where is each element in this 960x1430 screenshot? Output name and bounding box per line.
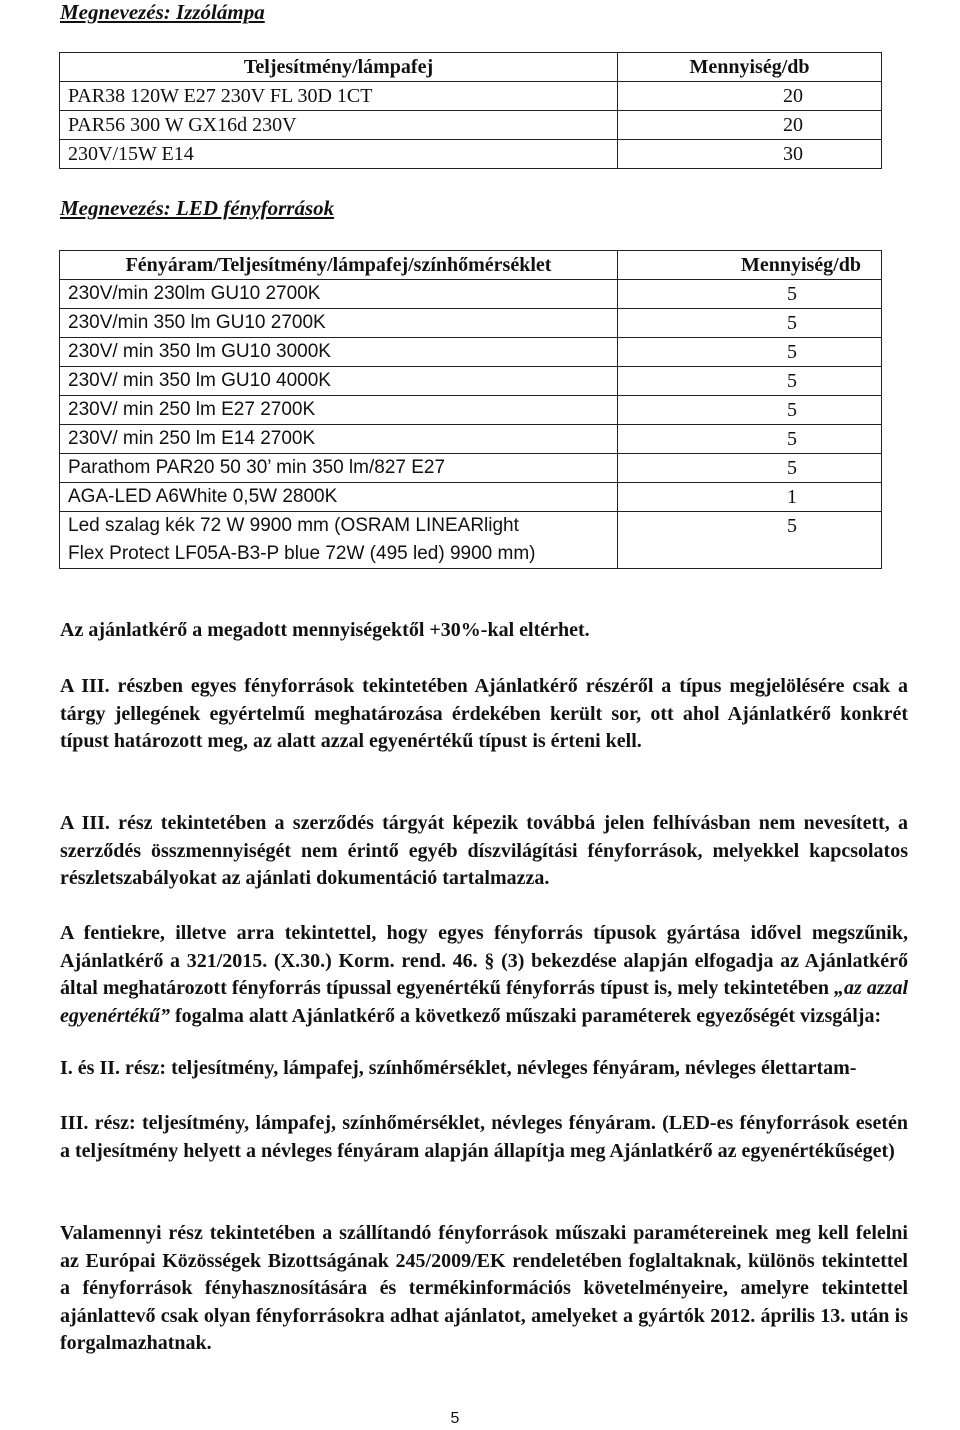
paragraph-type-designation: A III. részben egyes fényforrások tekintetében Ajánlatkérő részéről a típus megjelölésére csak a tárgy jellegének egyértelmű meghatározása érdekében került sor, ott ahol Ajánlatkérő konkrét típust határozott meg, az alatt azzal egyenértékű típust is érteni kell. [60,675,908,752]
led-name: 230V/ min 350 lm GU10 4000K [60,367,618,396]
table-header-row [60,53,882,82]
led-quantity: 1 [618,483,882,512]
led-name: 230V/ min 250 lm E14 2700K [60,425,618,454]
tolerance-note: Az ajánlatkérő a megadott mennyiségektől +30%-kal eltérhet. [60,619,590,641]
equivalence-quote: „az azzal egyenértékű” [60,977,908,1027]
table-row [60,396,882,425]
led-name: AGA-LED A6White 0,5W 2800K [60,483,618,512]
table-row [60,82,882,111]
table-row [60,425,882,454]
table-header-row [60,251,882,280]
lamp-name: 230V/15W E14 [60,140,618,169]
led-name: Led szalag kék 72 W 9900 mm (OSRAM LINEARlight Flex Protect LF05A-B3-P blue 72W (495 led) 9900 mm) [60,512,618,569]
led-name: 230V/min 230lm GU10 2700K [60,280,618,309]
led-name: 230V/min 350 lm GU10 2700K [60,309,618,338]
led-quantity: 5 [618,454,882,483]
table-row [60,111,882,140]
led-quantity: 5 [618,309,882,338]
lamp-quantity: 20 [618,82,882,111]
table-row [60,140,882,169]
section2-heading: Megnevezés: LED fényforrások [60,196,335,220]
led-name: 230V/ min 350 lm GU10 3000K [60,338,618,367]
paragraph-regulation: Valamennyi rész tekintetében a szállítandó fényforrások műszaki paramétereinek meg kell felelni az Európai Közösségek Bizottságának 245/2009/EK rendeletében foglaltaknak, különös tekintettel a fényforrások fényhasznosítására és termékinformációs követelményeire, amelyre tekintettel ajánlattevő csak olyan fényforrásokra adhat ajánlatot, amelyeket a gyártók 2012. április 13. után is forgalmazhatnak. [60,1222,908,1354]
led-name: 230V/ min 250 lm E27 2700K [60,396,618,425]
lamp-name: PAR38 120W E27 230V FL 30D 1CT [60,82,618,111]
lamp-quantity: 20 [618,111,882,140]
column-header-quantity: Mennyiség/db [618,53,882,82]
led-quantity: 5 [618,367,882,396]
led-quantity: 5 [618,396,882,425]
incandescent-lamp-table [59,52,882,169]
parameters-part-one-two: I. és II. rész: teljesítmény, lámpafej, színhőmérséklet, névleges fényáram, névleges élettartam- [60,1057,857,1079]
table-row [60,367,882,396]
lamp-name: PAR56 300 W GX16d 230V [60,111,618,140]
column-header-luminous-flux: Fényáram/Teljesítmény/lámpafej/színhőmérséklet [60,251,618,280]
led-quantity: 5 [618,338,882,367]
equivalence-text-a: A fentiekre, illetve arra tekintettel, hogy egyes fényforrás típusok gyártása idővel megszűnik, Ajánlatkérő a 321/2015. (X.30.) Korm. rend. 46. § (3) bekezdése alapján elfogadja az Ajánlatkérő által meghatározott fényforrás típussal egyenértékű fényforrás típust is, mely tekintetében [60,922,908,999]
led-lamp-table [59,250,882,569]
paragraph-equivalence [60,920,908,1030]
equivalence-text-b: fogalma alatt Ajánlatkérő a következő műszaki paraméterek egyezőségét vizsgálja: [169,1004,882,1027]
section1-heading: Megnevezés: Izzólámpa [60,0,265,24]
parameters-part-three: III. rész: teljesítmény, lámpafej, színhőmérséklet, névleges fényáram. (LED-es fényforrások esetén a teljesítmény helyett a névleges fényáram alapján állapítja meg Ajánlatkérő az egyenértékűséget) [60,1112,908,1162]
led-name: Parathom PAR20 50 30’ min 350 lm/827 E27 [60,454,618,483]
table-row [60,454,882,483]
table-row [60,338,882,367]
table-row [60,280,882,309]
column-header-power: Teljesítmény/lámpafej [60,53,618,82]
table-row [60,512,882,569]
column-header-quantity: Mennyiség/db [618,251,882,280]
page-number: 5 [450,1410,460,1427]
paragraph-part-three: A III. rész tekintetében a szerződés tárgyát képezik továbbá jelen felhívásban nem nevesített, a szerződés összmennyiségét nem érintő egyéb díszvilágítási fényforrások, melyekkel kapcsolatos részletszabályokat az ajánlati dokumentáció tartalmazza. [60,812,908,889]
lamp-quantity: 30 [618,140,882,169]
table-row [60,309,882,338]
led-quantity: 5 [618,280,882,309]
led-quantity: 5 [618,512,882,569]
led-quantity: 5 [618,425,882,454]
table-row [60,483,882,512]
